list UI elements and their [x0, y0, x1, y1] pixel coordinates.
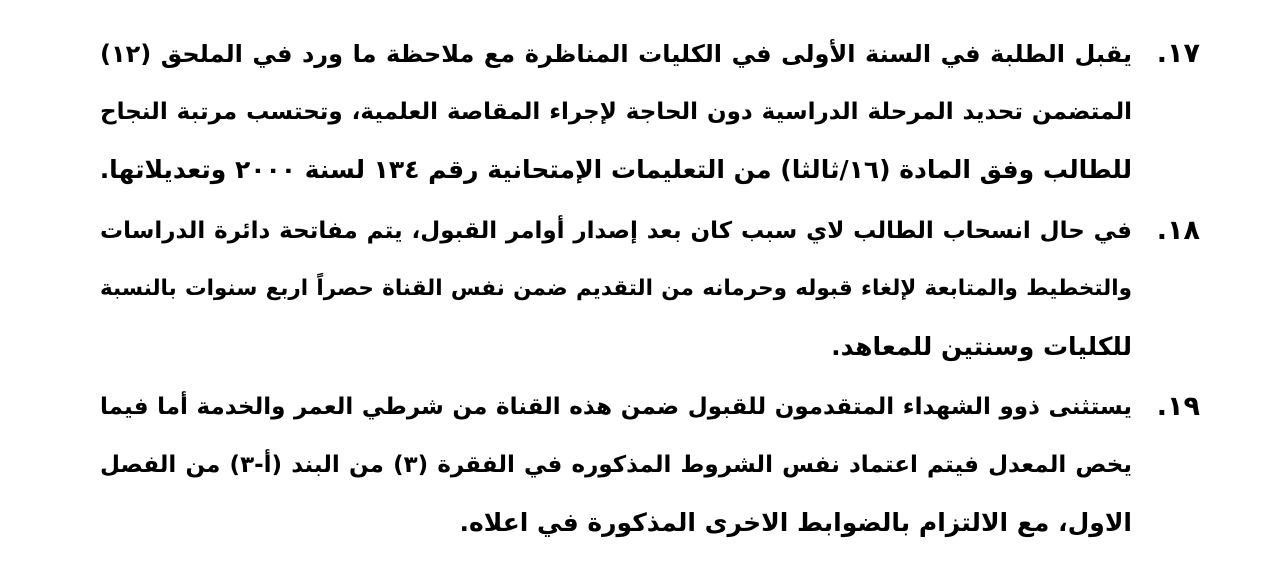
clause-number: ١٨.: [1156, 215, 1200, 246]
clause-17: [100, 25, 1200, 199]
clause-line: للطالب وفق المادة (١٦/ثالثا) من التعليمات الإمتحانية رقم ١٣٤ لسنة ٢٠٠٠ وتعديلاتها.: [100, 155, 1132, 184]
clause-line: للكليات وسنتين للمعاهد.: [831, 332, 1132, 361]
clause-19: [100, 378, 1200, 552]
clause-line: يقبل الطلبة في السنة الأولى في الكليات المناظرة مع ملاحظة ما ورد في الملحق (١٢): [100, 40, 1132, 68]
clause-line: الاول، مع الالتزام بالضوابط الاخرى المذكورة في اعلاه.: [459, 508, 1132, 537]
clause-body: [100, 202, 1132, 376]
clause-number: ١٧.: [1156, 38, 1200, 69]
clause-number: ١٩.: [1156, 391, 1200, 422]
clause-18: [100, 202, 1200, 376]
clause-body: [100, 25, 1132, 199]
clause-line: يخص المعدل فيتم اعتماد نفس الشروط المذكوره في الفقرة (٣) من البند (أ-٣) من الفصل: [100, 452, 1132, 478]
clause-line: المتضمن تحديد المرحلة الدراسية دون الحاجة لإجراء المقاصة العلمية، وتحتسب مرتبة النجاح: [100, 99, 1132, 125]
clause-line: يستثنى ذوو الشهداء المتقدمون للقبول ضمن هذه القناة من شرطي العمر والخدمة أما فيما: [100, 394, 1132, 420]
clause-line: في حال انسحاب الطالب لاي سبب كان بعد إصدار أوامر القبول، يتم مفاتحة دائرة الدراسات: [100, 218, 1132, 244]
clause-body: [100, 378, 1132, 552]
clause-line: والتخطيط والمتابعة لإلغاء قبوله وحرمانه من التقديم ضمن نفس القناة حصراً اربع سنوات بالنسبة: [100, 276, 1132, 301]
